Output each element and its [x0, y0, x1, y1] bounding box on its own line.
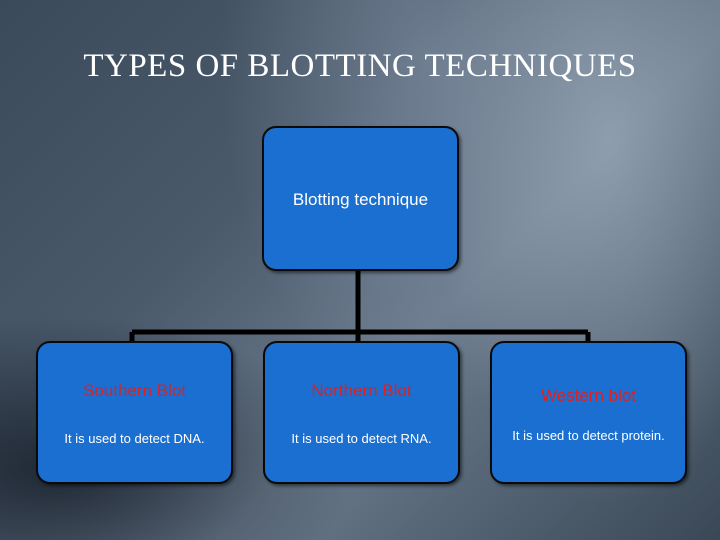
northern-blot-box: [263, 341, 460, 484]
southern-blot-description: It is used to detect DNA.: [64, 431, 205, 446]
southern-blot-title: Southern Blot: [82, 381, 186, 400]
northern-blot-description: It is used to detect RNA.: [291, 431, 432, 446]
western-blot-title: Western blot: [540, 386, 637, 405]
root-node-label: Blotting technique: [292, 190, 429, 209]
northern-blot-title: Northern Blot: [311, 381, 412, 400]
western-blot-box: [490, 341, 687, 484]
slide-title: TYPES OF BLOTTING TECHNIQUES: [83, 48, 637, 84]
western-blot-description: It is used to detect protein.: [512, 428, 665, 443]
root-node-box: [262, 126, 459, 271]
southern-blot-box: [36, 341, 233, 484]
